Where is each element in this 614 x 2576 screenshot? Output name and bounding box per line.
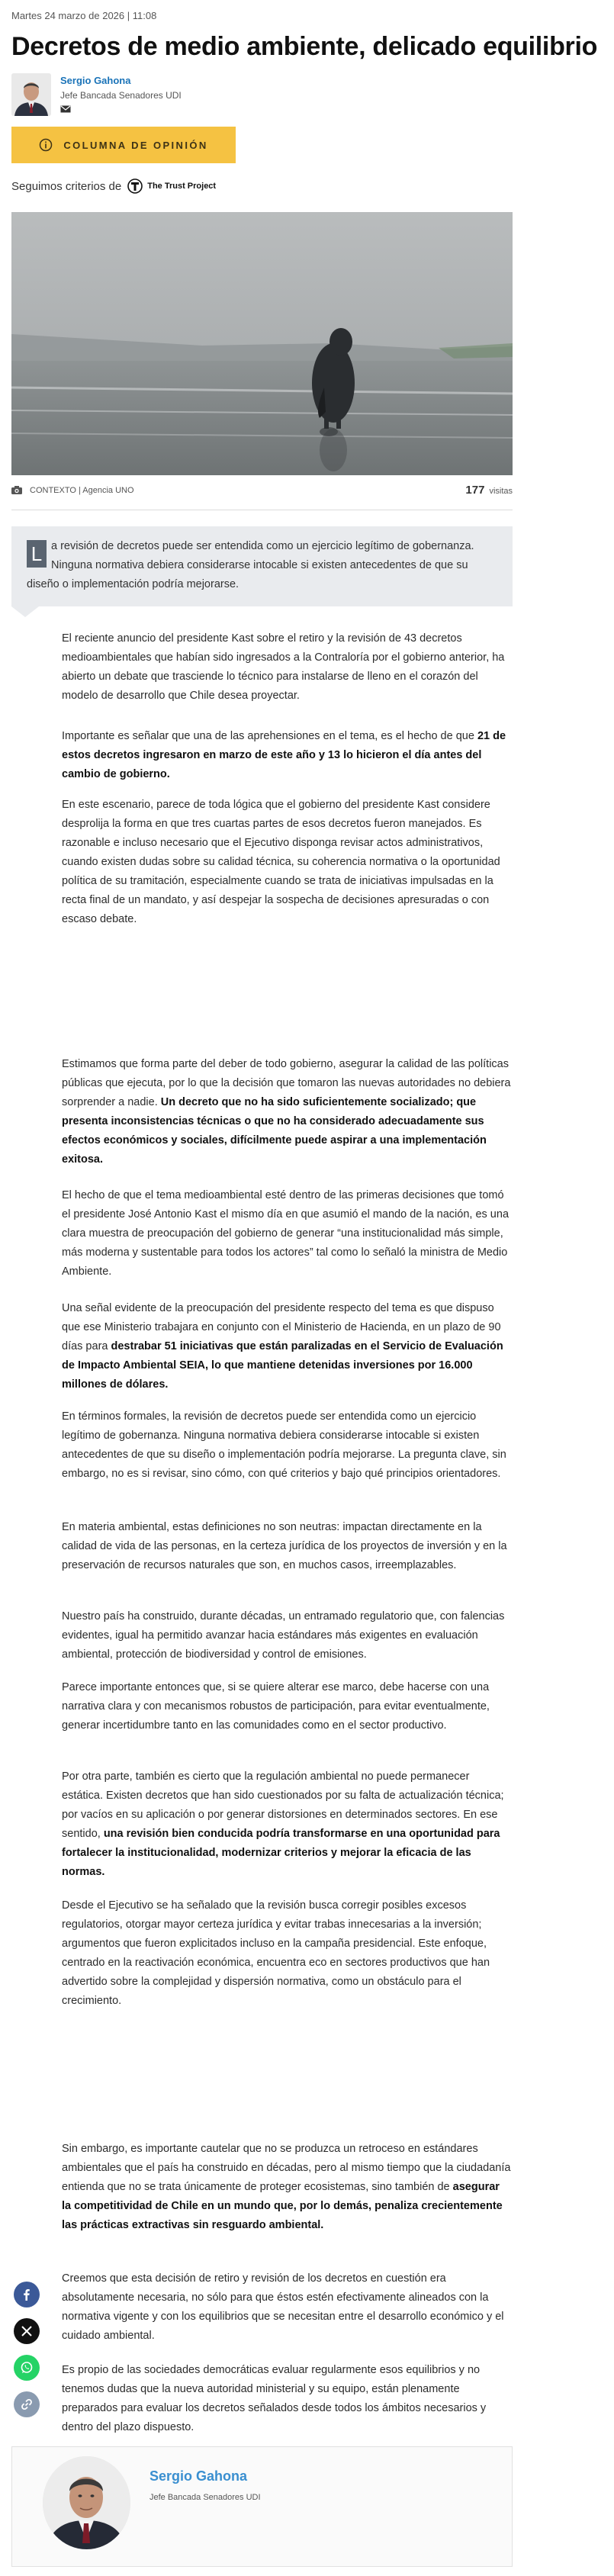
opinion-label: COLUMNA DE OPINIÓN	[63, 139, 208, 151]
x-icon	[21, 2326, 32, 2336]
lead-box	[11, 526, 513, 606]
trust-lead: Seguimos criterios de	[11, 179, 122, 193]
paragraph: Creemos que esta decisión de retiro y revisión de los decretos en cuestión era absolutamente necesaria, no sólo para que éstos estén efectivamente alineados con la normativa vigente y con los equilibrios que se necesitan entre el desarrollo económico y el cuidado ambiental.	[62, 2272, 504, 2342]
opinion-banner	[11, 127, 236, 163]
paragraph: En este escenario, parece de toda lógica que el gobierno del presidente Kast considere desprolija la forma en que tres cuartas partes de esos decretos fueron manejados. Es razonable e incluso necesario que el Ejecutivo disponga revisar actos administrativos, cuando existen dudas sobre su calidad técnica, su coherencia normativa o la oportunidad política de su tramitación, especialmente cuando se trata de iniciativas impulsadas en la recta final de un mandato, y así despejar la sospecha de decisiones apresuradas o con escaso debate.	[62, 799, 500, 925]
author-card-role: Jefe Bancada Senadores UDI	[149, 2493, 261, 2502]
author-card-name[interactable]: Sergio Gahona	[149, 2468, 248, 2484]
lead-text: a revisión de decretos puede ser entendida como un ejercicio legítimo de gobernanza. Ninguna normativa debiera considerarse intocable si existen antecedentes de que su diseño o implementación podría mejorarse.	[27, 540, 474, 590]
dropcap: L	[27, 540, 47, 568]
photo-meta	[11, 484, 513, 499]
paragraph: Nuestro país ha construido, durante décadas, un entramado regulatorio que, con falencias evidentes, igual ha permitido avanzar hacia estándares más exigentes en evaluación ambiental, protección de biodiversidad y control de emisiones.	[62, 1610, 505, 1661]
trust-project-link[interactable]	[127, 178, 216, 194]
paragraph: En materia ambiental, estas definiciones no son neutras: impactan directamente en la calidad de vida de las personas, en la certeza jurídica de los proyectos de inversión y en la preservación de recursos naturales que son, en muchos casos, irreemplazables.	[62, 1521, 507, 1571]
article-photo	[11, 212, 513, 475]
author-name[interactable]: Sergio Gahona	[60, 75, 131, 86]
trust-project-line	[11, 178, 216, 194]
lead-notch	[11, 606, 39, 617]
paragraph: Importante es señalar que una de las aprehensiones en el tema, es el hecho de que 21 de estos decretos ingresaron en marzo de este año y 13 lo hicieron el día antes del cambio de gobierno.	[62, 730, 506, 780]
camera-icon	[11, 486, 22, 494]
paragraph: Sin embargo, es importante cautelar que no se produzca un retroceso en estándares ambientales que el país ha construido en décadas, pero al mismo tiempo que la ciudadanía entienda que no se trata únicamente de proteger ecosistemas, sino también de asegurar la competitividad de Chile en un mundo que, por lo demás, penaliza crecientemente las prácticas extractivas sin resguardo ambiental.	[62, 2143, 511, 2231]
share-x-button[interactable]	[14, 2318, 40, 2344]
paragraph: Es propio de las sociedades democráticas evaluar regularmente esos equilibrios y no tenemos dudas que la nueva autoridad ministerial y su equipo, están plenamente preparados para evaluar los decretos señalados desde todos los ámbitos necesarios y dentro del plazo dispuesto.	[62, 2364, 487, 2433]
share-link-button[interactable]	[14, 2391, 40, 2417]
whatsapp-icon	[20, 2361, 34, 2375]
paragraph: El hecho de que el tema medioambiental esté dentro de las primeras decisiones que tomó el presidente José Antonio Kast el mismo día en que asumió el mando de la nación, es una clara muestra de preocupación del gobierno de generar “una institucionalidad más simple, más moderna y sustentable para todos los actores” tal como lo señaló la ministra de Medio Ambiente.	[62, 1189, 510, 1278]
paragraph: Una señal evidente de la preocupación del presidente respecto del tema es que dispuso que ese Ministerio trabajara en conjunto con el Ministerio de Hacienda, en un plazo de 90 días para destrabar 51 iniciativas que están paralizadas en el Servicio de Evaluación de Impacto Ambiental SEIA, lo que mantiene detenidas inversiones por 16.000 millones de dólares.	[62, 1302, 503, 1391]
views-count: 177	[465, 484, 485, 497]
paragraph: En términos formales, la revisión de decretos puede ser entendida como un ejercicio legítimo de gobernanza. Ninguna normativa debiera considerarse intocable si existen antecedentes de que su diseño o implementación podría mejorarse. La pregunta clave, sin embargo, no es si revisar, sino cómo, con qué criterios y bajo qué principios orientadores.	[62, 1410, 506, 1480]
link-icon	[21, 2398, 33, 2410]
paragraph: El reciente anuncio del presidente Kast sobre el retiro y la revisión de 43 decretos medioambientales que habían sido ingresados a la Contraloría por el gobierno anterior, ha abierto un debate que trasciende lo técnico para instalarse de lleno en el corazón del modelo de desarrollo que Chile desea proyectar.	[62, 632, 505, 702]
publish-date: Martes 24 marzo de 2026 | 11:08	[11, 10, 157, 21]
view-counter	[465, 484, 513, 497]
author-block	[11, 73, 317, 119]
trust-project-logo-icon	[127, 178, 143, 194]
photo-credit: CONTEXTO | Agencia UNO	[30, 486, 134, 495]
info-icon	[39, 138, 53, 152]
share-whatsapp-button[interactable]	[14, 2355, 40, 2381]
paragraph: Estimamos que forma parte del deber de todo gobierno, asegurar la calidad de las políticas públicas que ejecuta, por lo que la decisión que tomaron las nuevas autoridades no debiera sorprender a nadie. Un decreto que no ha sido suficientemente socializado; que presenta inconsistencias técnicas o que no ha considerado adecuadamente sus efectos económicos y sociales, difícilmente puede aspirar a una implementación exitosa.	[62, 1058, 511, 1166]
author-card	[11, 2446, 513, 2567]
paragraph: Por otra parte, también es cierto que la regulación ambiental no puede permanecer estática. Existen decretos que han sido cuestionados por su falta de actualización técnica; por vacíos en su aplicación o por generar distorsiones en determinados sectores. En ese sentido, una revisión bien conducida podría transformarse en una oportunidad para fortalecer la institucionalidad, modernizar criterios y mejorar la eficacia de las normas.	[62, 1770, 504, 1878]
paragraph: Desde el Ejecutivo se ha señalado que la revisión busca corregir posibles excesos regulatorios, otorgar mayor certeza jurídica y evitar trabas innecesarias a la inversión; argumentos que fueron explicitados incluso en la campaña presidencial. Este enfoque, centrado en la reactivación económica, encuentra eco en sectores productivos que han advertido sobre la complejidad y dispersión normativa, como un obstáculo para el crecimiento.	[62, 1899, 490, 2007]
author-card-avatar[interactable]	[43, 2456, 130, 2549]
author-role: Jefe Bancada Senadores UDI	[60, 90, 182, 101]
author-avatar[interactable]	[11, 73, 51, 116]
mail-icon[interactable]	[60, 105, 71, 113]
paragraph: Parece importante entonces que, si se quiere alterar ese marco, debe hacerse con una narrativa clara y con mecanismos robustos de participación, para evitar eventualmente, generar incertidumbre tanto en las comunidades como en el sector productivo.	[62, 1681, 490, 1732]
share-facebook-button[interactable]	[14, 2282, 40, 2307]
views-label: visitas	[489, 487, 513, 496]
trust-project-name: The Trust Project	[147, 182, 217, 191]
article-title: Decretos de medio ambiente, delicado equilibrio	[11, 32, 598, 61]
facebook-icon	[21, 2288, 33, 2301]
